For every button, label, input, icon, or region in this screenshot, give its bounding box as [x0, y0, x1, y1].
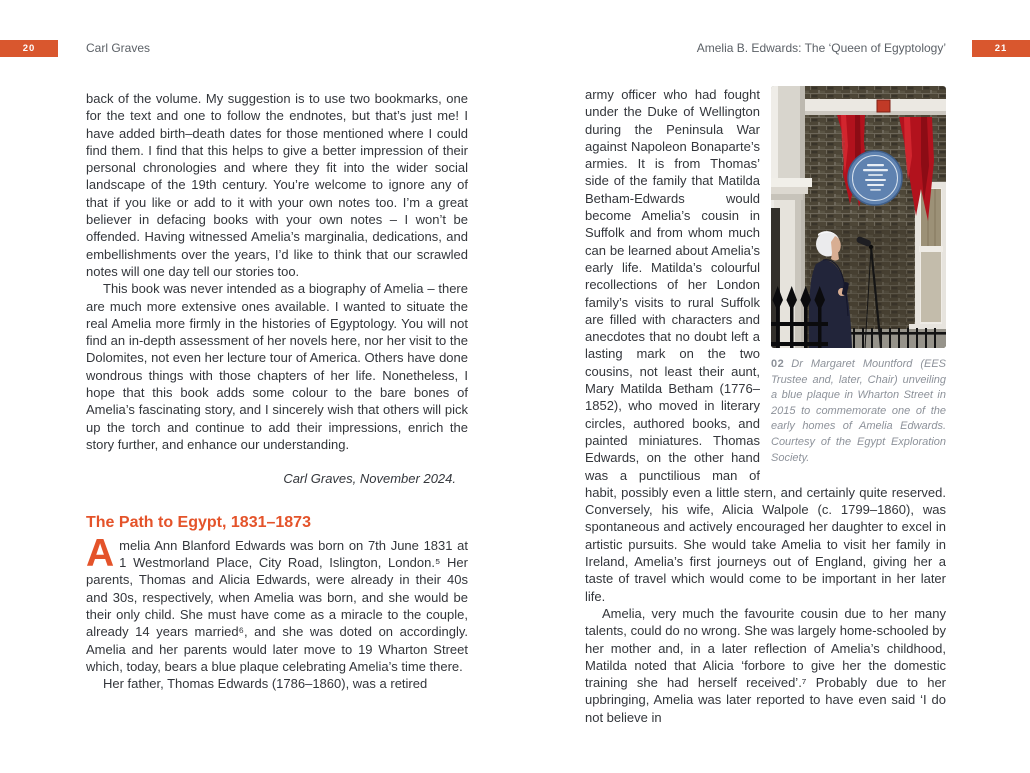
section-heading: The Path to Egypt, 1831–1873	[86, 513, 311, 531]
paragraph-dropcap	[86, 531, 468, 675]
figure-caption	[771, 357, 946, 466]
paragraph: back of the volume. My suggestion is to use two bookmarks, one for the text and one to follow the endnotes, but that’s just me! I have added birth–death dates for those mentioned where I could find them. I find that this helps to give a better impression of their personal chronologies and where they fit into the wider social landscape of the 19th century. You’re welcome to ignore any of that if you like or add to it with your own notes too. I’m a great believer in defacing books with your own notes – I won’t be offended. Having witnessed Amelia’s marginalia, dedications, and embellishments over the years, I’d like to think that our scrawled notes will one day tell our stories too.	[86, 91, 468, 279]
left-page	[86, 90, 468, 693]
photo-illustration	[771, 86, 946, 348]
drop-cap: A	[86, 531, 115, 575]
figure-plaque-unveiling	[771, 86, 946, 466]
figure-number: 02	[771, 358, 785, 370]
paragraph: Amelia, very much the favourite cousin due to her many talents, could do no wrong. She was largely home-schooled by her mother and, in a later reflection of Amelia’s childhood, Matilda noted that Alicia ‘forbore to give her the domestic training she had herself received’.⁷ Probably due to her upbringing, Amelia was later reported to have even said ‘I do not believe in	[585, 605, 946, 725]
right-page	[585, 86, 946, 726]
figure-caption-text: Dr Margaret Mountford (EES Trustee and, later, Chair) unveiling a blue plaque in Wharton Street in 2015 to commemorate one of the early homes of Amelia Edwards. Courtesy of the Egypt Exploration Society.	[771, 358, 946, 464]
paragraph: This book was never intended as a biography of Amelia – there are much more extensive ones available. I wanted to situate the real Amelia more firmly in the histories of Egyptology. You will not find an in-depth assessment of her novels here, nor her visit to the Dolomites, not even her lecture tour of America. Others have done wondrous things with those chapters of her life. Nonetheless, I hope that this book adds some colour to the bare bones of Amelia’s fascinating story, and I sincerely wish that others will pick up the torch and continue to add their impressions, enrich the story further, and enhance our understanding.	[86, 281, 468, 452]
paragraph: army officer who had fought under the Duke of Wellington during the Peninsula War against Napoleon Bonaparte’s armies. It is from Thomas’ side of the family that Matilda Betham-Edwards would become Amelia’s cousin in Suffolk and from whom much can be learned about Amelia’s early life. Matilda’s colourful recollections of her London family’s visits to rural Suffolk are filled with characters and anecdotes that no doubt left a lasting mark on the two cousins, not least their aunt, Mary Matilda Betham (1776–1852), who moved in literary circles, authored books, and painted miniatures. Thomas Edwards, on the other hand was a punctilious man of habit, possibly even a little stern, and certainly quite reserved. Conversely, his wife, Alicia Walpole (c. 1799–1860), was spontaneous and actively encouraged her daughter to excel in artistic pursuits. She would take Amelia to visit her family in Ireland, Amelia’s first journeys out of England, giving her a taste of travel which would come to be important in her later life.	[585, 87, 946, 604]
running-head-left: Carl Graves	[86, 41, 151, 55]
author-signature: Carl Graves, November 2024.	[283, 471, 456, 487]
page-number-left: 20	[0, 40, 58, 57]
page-number-right: 21	[972, 40, 1030, 57]
paragraph: Her father, Thomas Edwards (1786–1860), was a retired	[103, 676, 428, 692]
paragraph-text: melia Ann Blanford Edwards was born on 7th June 1831 at 1 Westmorland Place, City Road, Islington, London.⁵ Her parents, Thomas and Alicia Edwards, were already in their 40s and 30s, respectively, when Amelia was born, and she would be their only child. She must have come as a miracle to the couple, already 14 years married⁶, and she was doted on accordingly. Amelia and her parents would later move to 19 Wharton Street which, today, bears a blue plaque celebrating Amelia’s time there.	[86, 537, 468, 674]
blue-plaque-unveiling-photo	[771, 86, 946, 348]
running-head-right: Amelia B. Edwards: The ‘Queen of Egyptology’	[696, 41, 946, 55]
